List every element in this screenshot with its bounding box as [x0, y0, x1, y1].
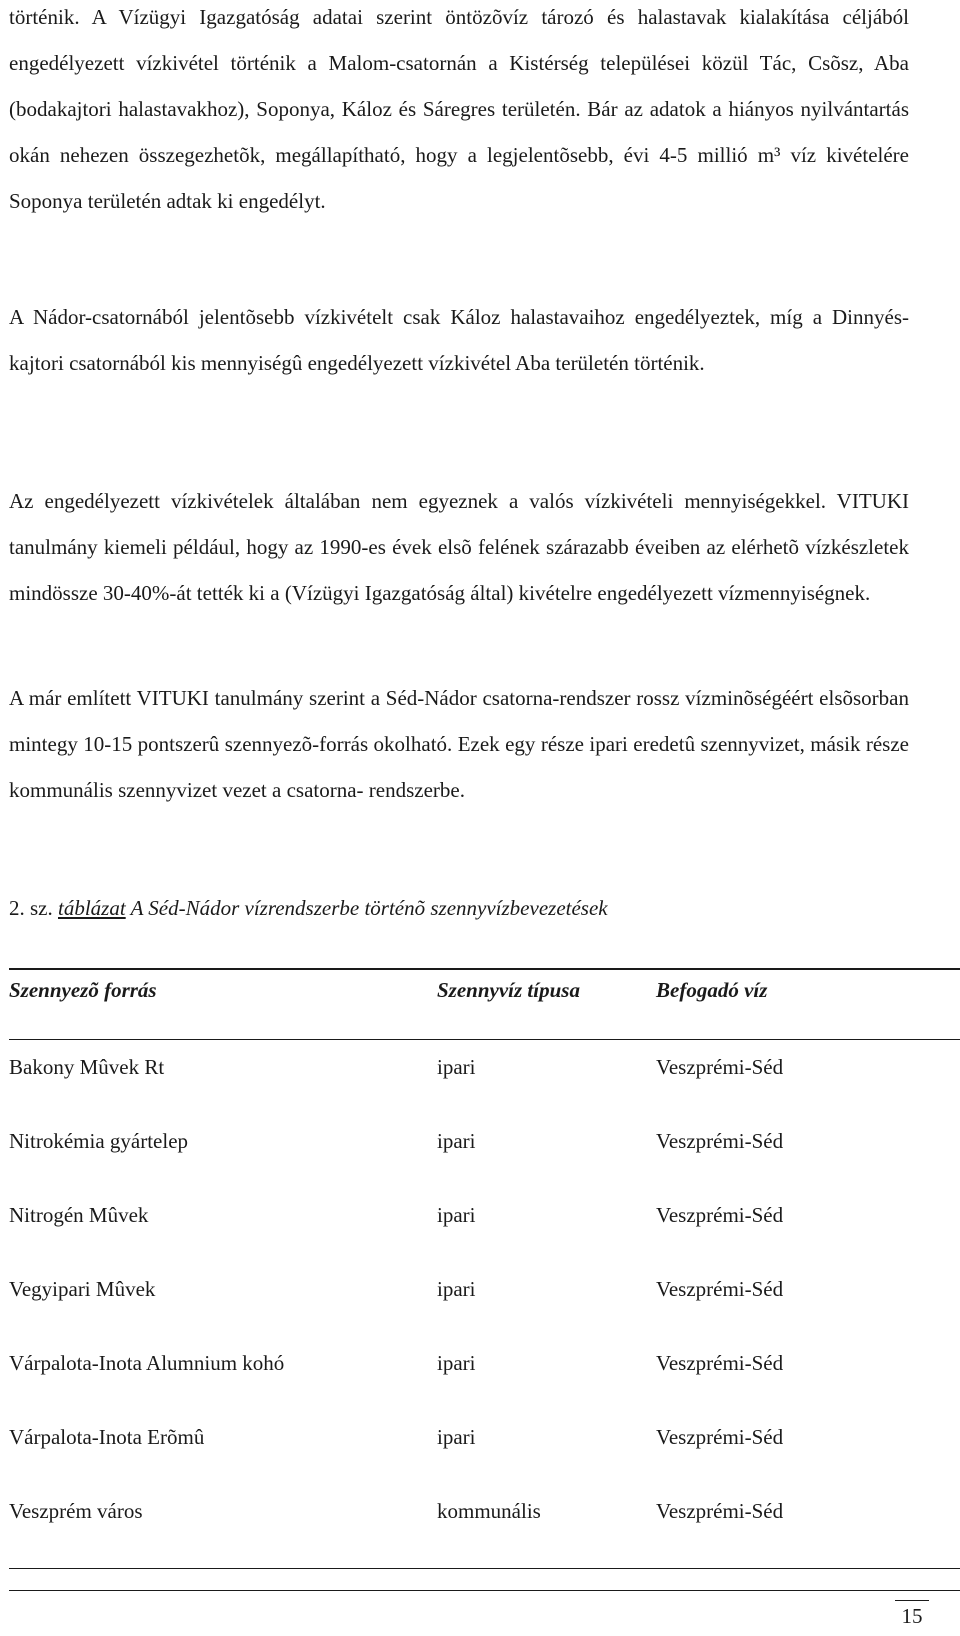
table-bottom-rule — [9, 1568, 960, 1569]
table-cell-type: ipari — [437, 1425, 476, 1449]
table-cell-type: ipari — [437, 1129, 476, 1153]
table-row — [9, 1274, 960, 1304]
table-cell-type: ipari — [437, 1277, 476, 1301]
table-cell-type: ipari — [437, 1203, 476, 1227]
page-number: 15 — [901, 1604, 923, 1628]
table-cell-type: ipari — [437, 1055, 476, 1079]
table-row — [9, 1348, 960, 1378]
table-cell-source: Vegyipari Mûvek — [9, 1277, 156, 1301]
table-cell-receiving-water: Veszprémi-Séd — [656, 1055, 784, 1079]
table-cell-source: Várpalota-Inota Erõmû — [9, 1425, 205, 1449]
table-cell-source: Nitrogén Mûvek — [9, 1203, 149, 1227]
table-header-receiving-water: Befogadó víz — [656, 978, 768, 1002]
table-cell-source: Bakony Mûvek Rt — [9, 1055, 165, 1079]
table-cell-type: kommunális — [437, 1499, 541, 1523]
table-header-rule — [9, 1039, 960, 1040]
paragraph-permitted-vs-actual: Az engedélyezett vízkivételek általában nem egyeznek a valós vízkivételi mennyiségekkel. VITUKI tanulmány kiemeli például, hogy az 1990-es évek elsõ felének szárazabb éveiben az elérhetõ vízkészletek mindössze 30-40%-át tették ki a (Vízügyi Igazgatóság által) kivételre engedélyezett vízmennyiségnek. — [9, 489, 909, 605]
table-cell-receiving-water: Veszprémi-Séd — [656, 1203, 784, 1227]
table-cell-source: Veszprém város — [9, 1499, 143, 1523]
table-row — [9, 1496, 960, 1526]
table-cell-type: ipari — [437, 1351, 476, 1375]
table-cell-source: Nitrokémia gyártelep — [9, 1129, 189, 1153]
table-caption — [9, 893, 608, 923]
table-row — [9, 1422, 960, 1452]
table-top-rule — [9, 968, 960, 970]
table-row — [9, 1200, 960, 1230]
table-caption-number: 2. sz. — [9, 896, 53, 920]
footer-divider — [9, 1590, 960, 1591]
paragraph-water-abstraction: történik. A Vízügyi Igazgatóság adatai szerint öntözõvíz tározó és halastavak kialakítása céljából engedélyezett vízkivétel történik a Malom-csatornán a Kistérség települései közül Tác, Csõsz, Aba (bodakajtori halastavakhoz), Soponya, Káloz és Sáregres területén. Bár az adatok a hiányos nyilvántartás okán nehezen összegezhetõk, megállapítható, hogy a legjelentõsebb, évi 4-5 millió m³ víz kivételére Soponya területén adtak ki engedélyt. — [9, 5, 909, 213]
table-cell-receiving-water: Veszprémi-Séd — [656, 1129, 784, 1153]
table-header — [9, 972, 960, 1012]
table-caption-label: táblázat — [58, 896, 126, 920]
table-header-source: Szennyezõ forrás — [9, 978, 157, 1002]
table-cell-receiving-water: Veszprémi-Séd — [656, 1499, 784, 1523]
table-row — [9, 1052, 960, 1082]
table-cell-receiving-water: Veszprémi-Séd — [656, 1351, 784, 1375]
page-number-box — [895, 1600, 929, 1631]
table-header-type: Szennyvíz típusa — [437, 978, 580, 1002]
paragraph-nador-canal: A Nádor-csatornából jelentõsebb vízkivételt csak Káloz halastavaihoz engedélyeztek, míg a Dinnyés-kajtori csatornából kis mennyiségû engedélyezett vízkivétel Aba területén történik. — [9, 305, 909, 375]
table-cell-receiving-water: Veszprémi-Séd — [656, 1425, 784, 1449]
table-caption-title: A Séd-Nádor vízrendszerbe történõ szennyvízbevezetések — [130, 896, 608, 920]
table-cell-source: Várpalota-Inota Alumnium kohó — [9, 1351, 285, 1375]
paragraph-pollution-sources: A már említett VITUKI tanulmány szerint a Séd-Nádor csatorna-rendszer rossz vízminõségéért elsõsorban mintegy 10-15 pontszerû szennyezõ-forrás okolható. Ezek egy része ipari eredetû szennyvizet, másik része kommunális szennyvizet vezet a csatorna- rendszerbe. — [9, 686, 909, 802]
table-cell-receiving-water: Veszprémi-Séd — [656, 1277, 784, 1301]
table-row — [9, 1126, 960, 1156]
